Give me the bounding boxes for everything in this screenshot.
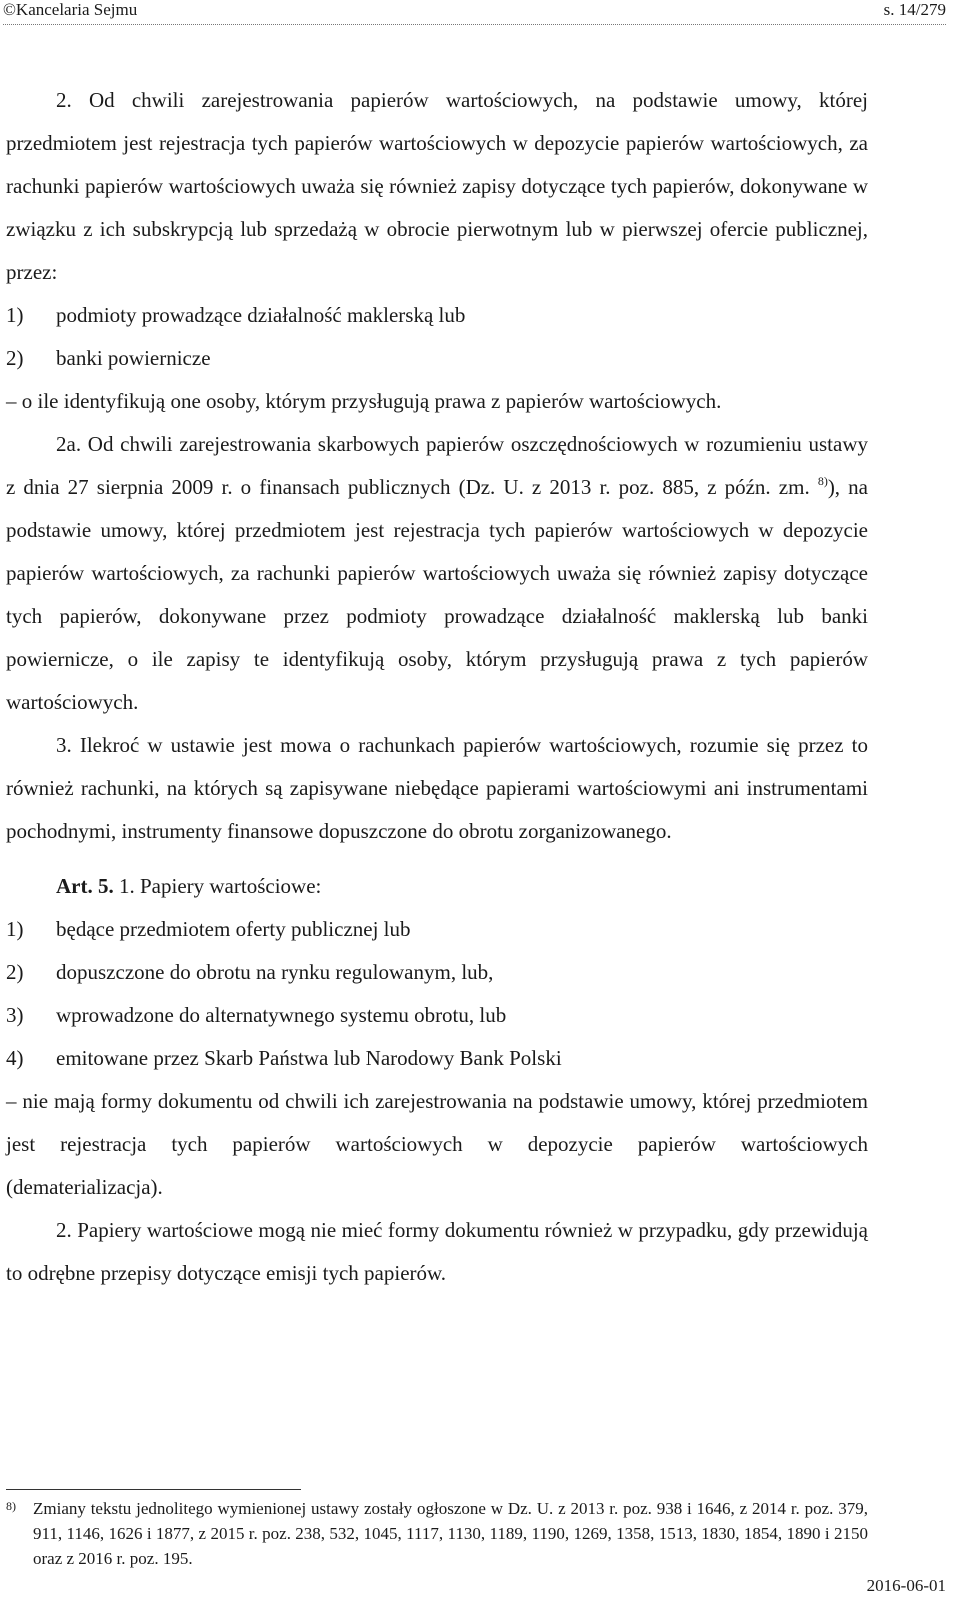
header-divider <box>3 24 946 25</box>
article-5-heading <box>6 865 868 908</box>
list-item-text: emitowane przez Skarb Państwa lub Narodowy Bank Polski <box>56 1046 562 1070</box>
list-item-text: podmioty prowadzące działalność maklerską lub <box>56 303 466 327</box>
paragraph-2a-before: 2a. Od chwili zarejestrowania skarbowych papierów oszczędnościowych w rozumieniu ustawy z dnia 27 sierpnia 2009 r. o finansach publicznych (Dz. U. z 2013 r. poz. 885, z późn. zm. <box>6 432 868 499</box>
paragraph-3: 3. Ilekroć w ustawie jest mowa o rachunkach papierów wartościowych, rozumie się przez to również rachunki, na których są zapisywane niebędące papierami wartościowymi ani instrumentami pochodnymi, instrumenty finansowe dopuszczone do obrotu zorganizowanego. <box>6 733 868 843</box>
paragraph-2a <box>6 423 868 724</box>
footnote-divider <box>6 1489 301 1490</box>
footnote-text: Zmiany tekstu jednolitego wymienionej ustawy zostały ogłoszone w Dz. U. z 2013 r. poz. 938 i 1646, z 2014 r. poz. 379, 911, 1146, 1626 i 1877, z 2015 r. poz. 238, 532, 1045, 1117, 1130, 1189, 1190, 1269, 1358, 1513, 1830, 1854, 1890 i 2150 oraz z 2016 r. poz. 195. <box>33 1499 868 1568</box>
article-5-intro: 1. Papiery wartościowe: <box>113 874 322 898</box>
list-item-number: 3) <box>6 1003 24 1027</box>
list-item-number: 1) <box>6 917 24 941</box>
header-page-number: s. 14/279 <box>883 0 946 19</box>
header-source: ©Kancelaria Sejmu <box>3 0 138 19</box>
list-item-text: dopuszczone do obrotu na rynku regulowanym, lub, <box>56 960 494 984</box>
footnote <box>6 1496 868 1571</box>
list-item-text: będące przedmiotem oferty publicznej lub <box>56 917 411 941</box>
article-5-paragraph-2: 2. Papiery wartościowe mogą nie mieć formy dokumentu również w przypadku, gdy przewidują to odrębne przepisy dotyczące emisji tych papierów. <box>6 1218 868 1285</box>
article-5-label: Art. 5. <box>56 874 114 898</box>
list-item-number: 2) <box>6 346 24 370</box>
paragraph-2: 2. Od chwili zarejestrowania papierów wartościowych, na podstawie umowy, której przedmiotem jest rejestracja tych papierów wartościowych w depozycie papierów wartościowych, za rachunki papierów wartościowych uważa się również zapisy dotyczące tych papierów, dokonywane w związku z ich subskrypcją lub sprzedażą w obrocie pierwotnym lub w pierwszej ofercie publicznej, przez: <box>6 88 868 284</box>
paragraph-2-tail: – o ile identyfikują one osoby, którym przysługują prawa z papierów wartościowych. <box>6 389 722 413</box>
list-item <box>6 994 868 1037</box>
list-item-number: 2) <box>6 960 24 984</box>
list-item-text: wprowadzone do alternatywnego systemu obrotu, lub <box>56 1003 507 1027</box>
list-item-number: 4) <box>6 1046 24 1070</box>
list-item <box>6 1037 868 1080</box>
list-item <box>6 951 868 994</box>
paragraph-2a-after: ), na podstawie umowy, której przedmiotem jest rejestracja tych papierów wartościowych w depozycie papierów wartościowych, za rachunki papierów wartościowych uważa się również zapisy dotyczące tych papierów, dokonywane przez podmioty prowadzące działalność maklerską lub banki powiernicze, o ile zapisy te identyfikują osoby, którym przysługują prawa z tych papierów wartościowych. <box>6 475 868 714</box>
list-item-text: banki powiernicze <box>56 346 211 370</box>
list-item <box>6 294 868 337</box>
list-item-number: 1) <box>6 303 24 327</box>
footnote-number: 8) <box>6 1499 16 1513</box>
list-item <box>6 908 868 951</box>
document-date: 2016-06-01 <box>866 1576 946 1595</box>
footnote-reference[interactable]: 8) <box>817 474 828 488</box>
list-item <box>6 337 868 380</box>
document-body <box>6 79 868 1295</box>
article-5-tail: – nie mają formy dokumentu od chwili ich zarejestrowania na podstawie umowy, której przedmiotem jest rejestracja tych papierów wartościowych w depozycie papierów wartościowych (dematerializacja). <box>6 1089 868 1199</box>
